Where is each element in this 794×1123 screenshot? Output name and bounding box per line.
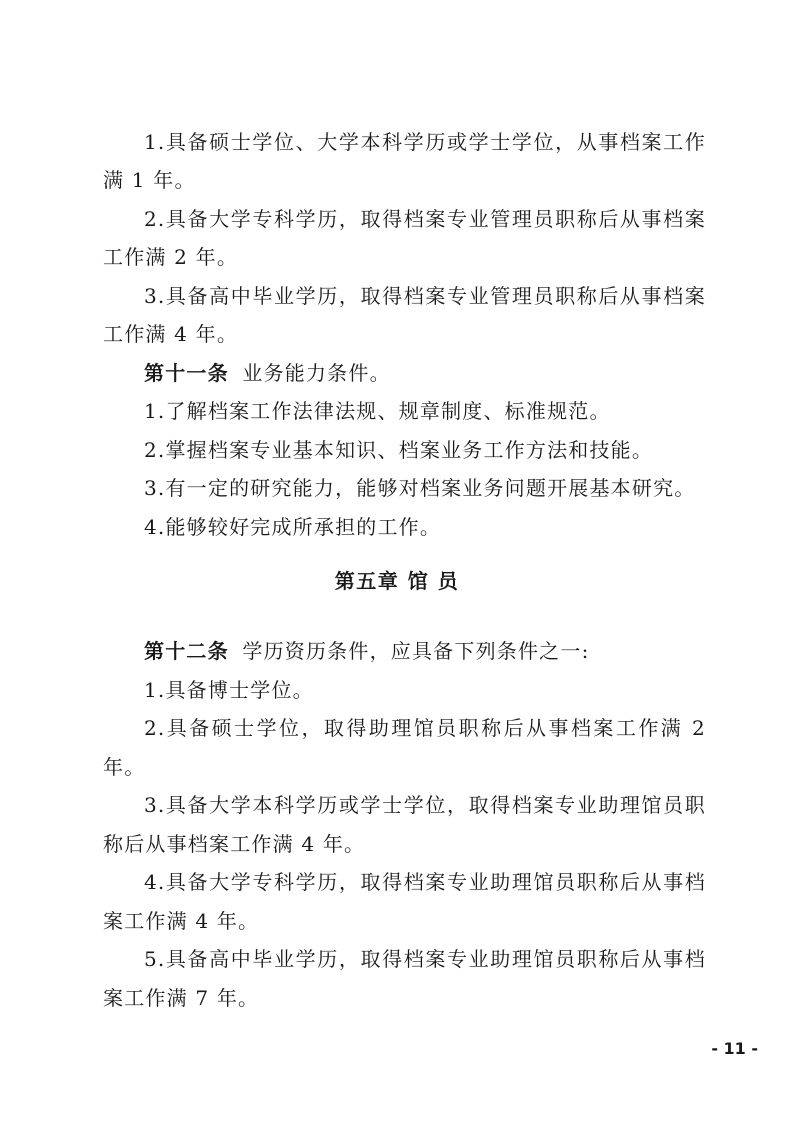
list-item: 1.具备博士学位。 — [144, 678, 314, 702]
item-line: 3.具备大学本科学历或学士学位，取得档案专业助理馆员职 — [144, 793, 706, 817]
item-line: 4.具备大学专科学历，取得档案专业助理馆员职称后从事档 — [144, 870, 706, 894]
list-item: 2.掌握档案专业基本知识、档案业务工作方法和技能。 — [144, 438, 654, 462]
item-line: 案工作满 7 年。 — [103, 986, 260, 1010]
item-line: 1.具备硕士学位、大学本科学历或学士学位，从事档案工作 — [144, 130, 706, 154]
item-line: 5.具备高中毕业学历，取得档案专业助理馆员职称后从事档 — [144, 947, 706, 971]
article-label: 第十一条 — [144, 361, 229, 385]
item-line: 满 1 年。 — [103, 168, 196, 192]
page-number: - 11 - — [711, 1039, 758, 1058]
list-item: 3.有一定的研究能力，能够对档案业务问题开展基本研究。 — [144, 476, 696, 500]
article-label: 第十二条 — [144, 639, 229, 663]
item-line: 2.具备大学专科学历，取得档案专业管理员职称后从事档案 — [144, 207, 706, 231]
article-text: 业务能力条件。 — [242, 361, 391, 385]
item-line: 年。 — [103, 755, 146, 779]
article-heading — [144, 359, 744, 387]
item-line: 3.具备高中毕业学历，取得档案专业管理员职称后从事档案 — [144, 284, 706, 308]
list-item: 1.了解档案工作法律法规、规章制度、标准规范。 — [144, 399, 611, 423]
article-text: 学历资历条件，应具备下列条件之一: — [242, 639, 590, 663]
list-item: 4.能够较好完成所承担的工作。 — [144, 515, 442, 539]
item-line: 案工作满 4 年。 — [103, 909, 260, 933]
article-heading — [144, 637, 744, 665]
item-line: 称后从事档案工作满 4 年。 — [103, 832, 366, 856]
chapter-title: 第五章 馆 员 — [334, 569, 460, 593]
item-line: 2.具备硕士学位，取得助理馆员职称后从事档案工作满 2 — [144, 716, 706, 740]
item-line: 工作满 2 年。 — [103, 245, 239, 269]
item-line: 工作满 4 年。 — [103, 322, 239, 346]
